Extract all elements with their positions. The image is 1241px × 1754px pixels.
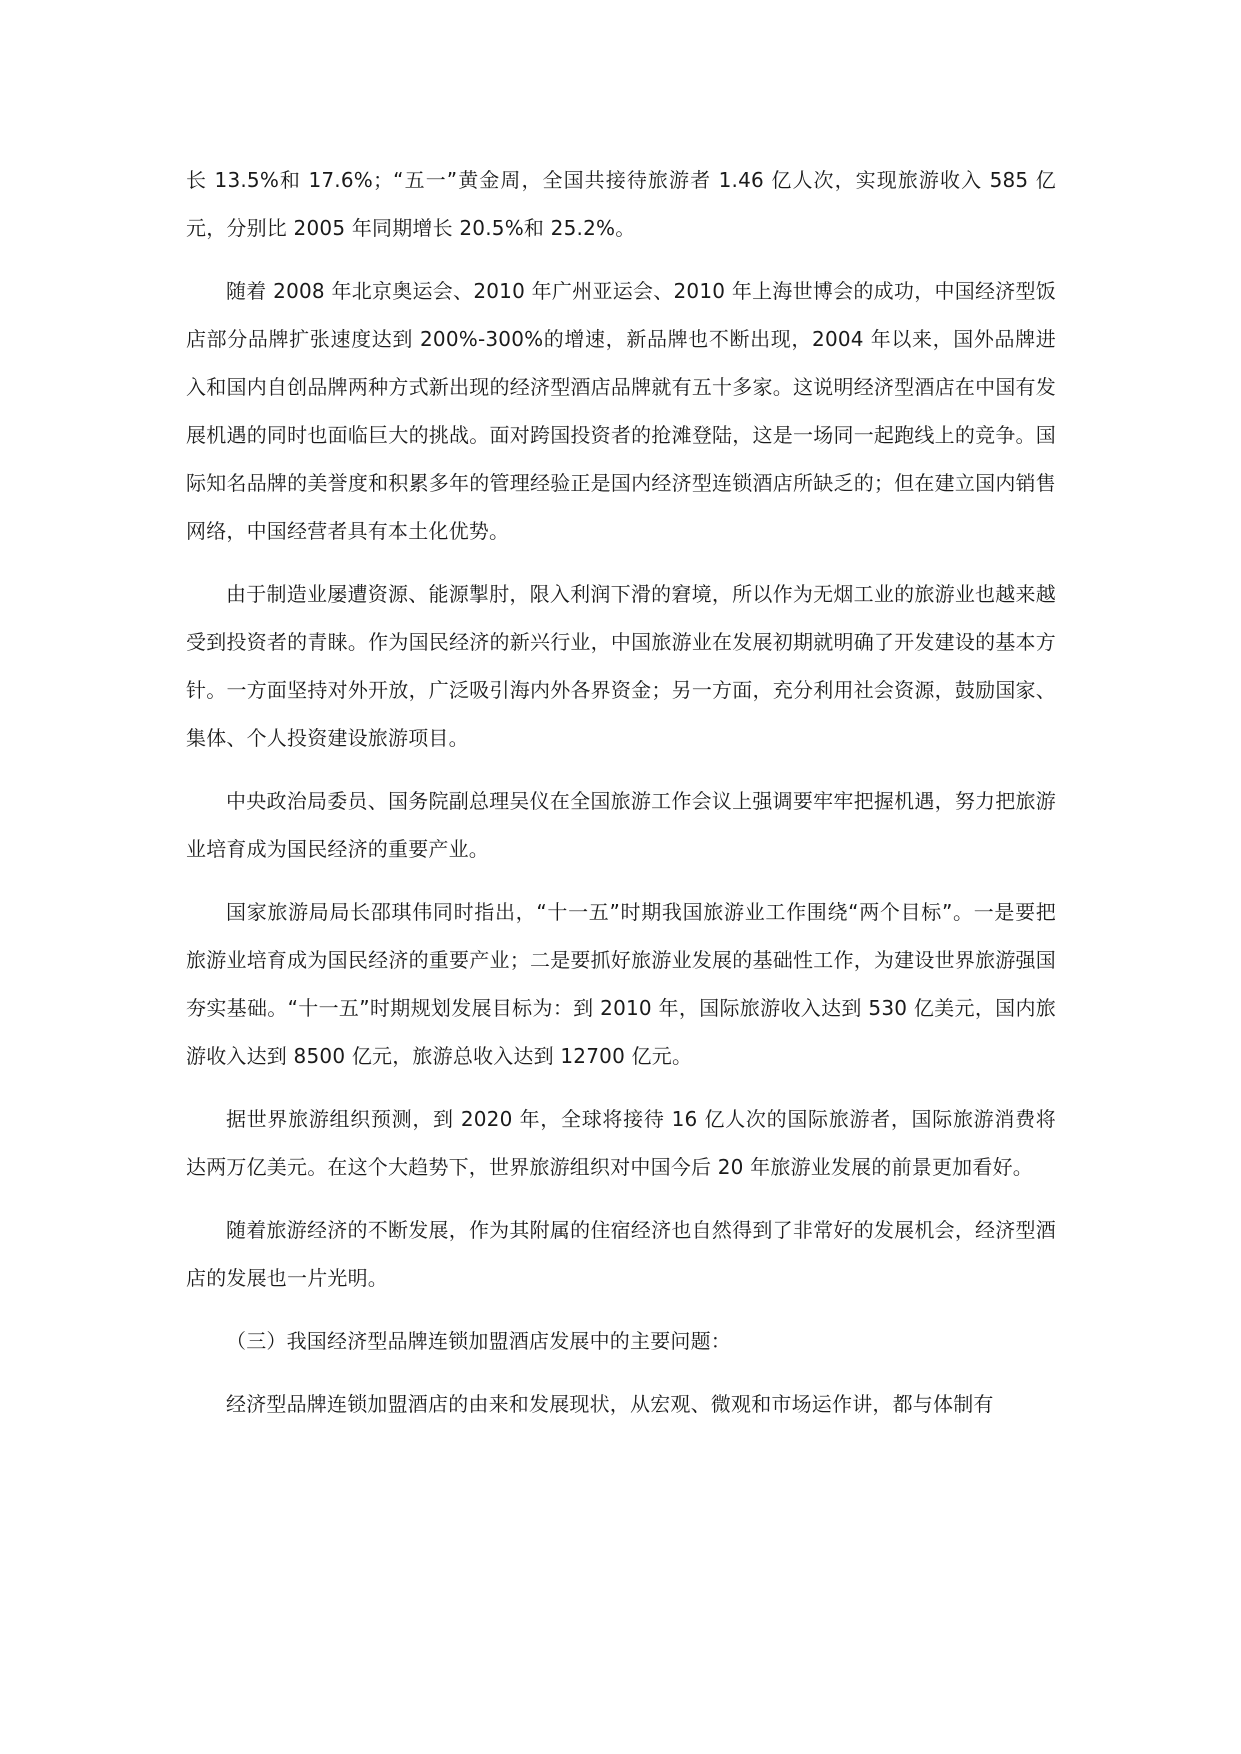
paragraph: 经济型品牌连锁加盟酒店的由来和发展现状，从宏观、微观和市场运作讲，都与体制有 bbox=[226, 1392, 994, 1416]
paragraph: 由于制造业屡遭资源、能源掣肘，限入利润下滑的窘境，所以作为无烟工业的旅游业也越来越受到投资者的青睐。作为国民经济的新兴行业，中国旅游业在发展初期就明确了开发建设的基本方针。一方面坚持对外开放，广泛吸引海内外各界资金；另一方面，充分利用社会资源，鼓励国家、集体、个人投资建设旅游项目。 bbox=[186, 582, 1056, 750]
paragraph: 中央政治局委员、国务院副总理吴仪在全国旅游工作会议上强调要牢牢把握机遇，努力把旅游业培育成为国民经济的重要产业。 bbox=[186, 789, 1056, 861]
section-heading: （三）我国经济型品牌连锁加盟酒店发展中的主要问题： bbox=[226, 1329, 731, 1353]
document-body bbox=[186, 156, 1056, 1443]
paragraph: 据世界旅游组织预测，到 2020 年，全球将接待 16 亿人次的国际旅游者，国际旅游消费将达两万亿美元。在这个大趋势下，世界旅游组织对中国今后 20 年旅游业发展的前景更加看好。 bbox=[186, 1107, 1056, 1179]
paragraph: 国家旅游局局长邵琪伟同时指出，“十一五”时期我国旅游业工作围绕“两个目标”。一是要把旅游业培育成为国民经济的重要产业；二是要抓好旅游业发展的基础性工作，为建设世界旅游强国夯实基础。“十一五”时期规划发展目标为：到 2010 年，国际旅游收入达到 530 亿美元，国内旅游收入达到 8500 亿元，旅游总收入达到 12700 亿元。 bbox=[186, 900, 1056, 1068]
paragraph: 随着 2008 年北京奥运会、2010 年广州亚运会、2010 年上海世博会的成功，中国经济型饭店部分品牌扩张速度达到 200%-300%的增速，新品牌也不断出现，2004 年以来，国外品牌进入和国内自创品牌两种方式新出现的经济型酒店品牌就有五十多家。这说明经济型酒店在中国有发展机遇的同时也面临巨大的挑战。面对跨国投资者的抢滩登陆，这是一场同一起跑线上的竞争。国际知名品牌的美誉度和积累多年的管理经验正是国内经济型连锁酒店所缺乏的；但在建立国内销售网络，中国经营者具有本土化优势。 bbox=[186, 279, 1056, 543]
paragraph: 长 13.5%和 17.6%；“五一”黄金周，全国共接待旅游者 1.46 亿人次，实现旅游收入 585 亿元，分别比 2005 年同期增长 20.5%和 25.2%。 bbox=[186, 168, 1056, 240]
paragraph: 随着旅游经济的不断发展，作为其附属的住宿经济也自然得到了非常好的发展机会，经济型酒店的发展也一片光明。 bbox=[186, 1218, 1056, 1290]
